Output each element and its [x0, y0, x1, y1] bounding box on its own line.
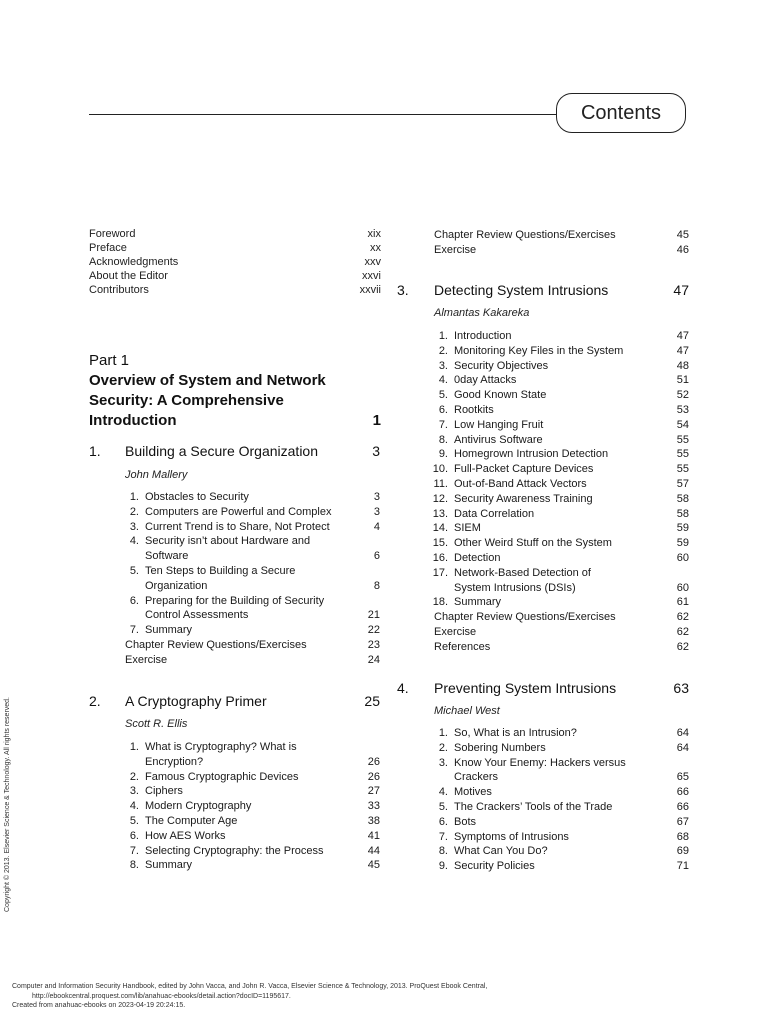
front-matter-item[interactable] — [89, 284, 381, 298]
toc-entry-title[interactable]: Data Correlation — [454, 507, 535, 520]
entry-number: 13. — [432, 507, 448, 520]
entry-page: 22 — [367, 624, 380, 637]
chapter-author: John Mallery — [125, 469, 188, 481]
part-label: Part 1 — [89, 352, 130, 369]
entry-number: 4. — [438, 374, 448, 387]
chapter-author: Almantas Kakareka — [434, 307, 530, 319]
entry-number: 14. — [432, 522, 448, 535]
entry-page: 33 — [367, 800, 380, 813]
entry-page: 55 — [676, 463, 689, 476]
toc-entry-title[interactable]: Summary — [145, 624, 193, 637]
footer-citation — [12, 982, 752, 1011]
toc-entry-title[interactable]: What Can You Do? — [454, 845, 548, 858]
entry-number: 18. — [432, 596, 448, 609]
chapter-number: 2. — [89, 693, 101, 709]
toc-entry-title[interactable]: Security Objectives — [454, 359, 549, 372]
toc-entry-title[interactable]: Introduction — [454, 330, 512, 342]
entry-page: xx — [370, 242, 381, 254]
entry-page: 71 — [676, 860, 689, 873]
entry-page: 44 — [367, 844, 380, 857]
entry-page: 41 — [367, 829, 380, 842]
entry-number: 4. — [129, 535, 139, 548]
toc-entry-title[interactable]: Homegrown Intrusion Detection — [454, 448, 609, 461]
entry-number: 5. — [129, 815, 139, 827]
toc-entry-title[interactable]: Out-of-Band Attack Vectors — [454, 478, 587, 490]
entry-page: xxvii — [359, 284, 381, 296]
entry-page: 60 — [676, 581, 689, 594]
toc-entry-title[interactable]: The Crackers’ Tools of the Trade — [454, 801, 613, 813]
entry-page: 62 — [676, 626, 689, 638]
toc-entry-title[interactable]: Ten Steps to Building a Secure — [145, 565, 296, 577]
footer-link[interactable]: http://ebookcentral.proquest.com/lib/anahuac-ebooks/detail.action?docID=1195617. — [32, 992, 291, 1000]
entry-page: 64 — [676, 727, 689, 739]
entry-page: 59 — [676, 537, 689, 550]
entry-page: 52 — [676, 389, 689, 402]
toc-entry-title[interactable]: Current Trend is to Share, Not Protect — [145, 520, 330, 533]
entry-number: 9. — [438, 860, 448, 873]
entry-page: 47 — [676, 330, 689, 342]
entry-title: About the Editor — [89, 270, 168, 282]
entry-number: 8. — [438, 433, 448, 446]
entry-number: 8. — [438, 845, 448, 858]
toc-entry-title[interactable]: Modern Cryptography — [145, 800, 252, 813]
chapter-page: 63 — [673, 680, 689, 696]
entry-number: 12. — [432, 492, 448, 505]
part-page: 1 — [372, 412, 381, 429]
extra-entry-title[interactable]: Exercise — [434, 626, 477, 638]
toc-entry-title[interactable]: How AES Works — [145, 829, 226, 842]
entry-number: 4. — [438, 786, 448, 799]
entry-number: 1. — [438, 330, 448, 342]
entry-page: 27 — [367, 785, 380, 798]
toc-entry-title[interactable]: Ciphers — [145, 785, 183, 798]
entry-number: 6. — [129, 829, 139, 842]
chapter-title[interactable]: Building a Secure Organization — [125, 443, 319, 459]
chapter-title[interactable]: A Cryptography Primer — [125, 693, 267, 709]
footer-line: Created from anahuac-ebooks on 2023-04-19 20:24:15. — [12, 1002, 186, 1009]
entry-number: 1. — [129, 741, 139, 753]
chapter-page: 47 — [673, 282, 689, 298]
entry-number: 3. — [129, 785, 139, 798]
chapter-number: 3. — [397, 282, 409, 298]
entry-number: 8. — [129, 859, 139, 872]
entry-page: 55 — [676, 448, 689, 461]
entry-page: 66 — [676, 801, 689, 813]
front-matter-item[interactable] — [89, 228, 381, 242]
entry-number: 17. — [432, 566, 448, 579]
toc-entry-title[interactable]: Preparing for the Building of Security — [145, 594, 325, 607]
extra-entry-title[interactable]: Chapter Review Questions/Exercises — [434, 229, 616, 241]
entry-number: 2. — [438, 741, 448, 754]
toc-entry-title[interactable]: Detection — [454, 552, 501, 564]
toc-entry-title[interactable]: Security Awareness Training — [454, 492, 593, 505]
toc-entry-title[interactable]: Crackers — [454, 771, 499, 784]
part-title — [89, 371, 389, 431]
entry-page: 68 — [676, 830, 689, 843]
entry-page: 8 — [373, 579, 380, 592]
toc-entry-title[interactable]: Low Hanging Fruit — [454, 418, 544, 431]
toc-entry-title[interactable]: The Computer Age — [145, 815, 238, 827]
extra-entry-title[interactable]: Exercise — [434, 243, 477, 256]
entry-page: 60 — [676, 552, 689, 564]
entry-page: 23 — [367, 639, 380, 651]
front-matter-item[interactable] — [89, 242, 381, 256]
entry-page: 4 — [373, 520, 380, 533]
toc-entry-title[interactable]: Security Policies — [454, 860, 535, 873]
extra-entry-title[interactable]: Exercise — [125, 653, 168, 666]
entry-number: 6. — [129, 594, 139, 607]
toc-entry-title[interactable]: Know Your Enemy: Hackers versus — [454, 756, 626, 769]
entry-page: 45 — [367, 859, 380, 872]
toc-entry-title[interactable]: Rootkits — [454, 404, 494, 416]
entry-page: xix — [367, 228, 381, 240]
entry-page: 38 — [367, 815, 380, 827]
toc-entry-title[interactable]: Sobering Numbers — [454, 741, 546, 754]
entry-page: 66 — [676, 786, 689, 799]
entry-number: 4. — [129, 800, 139, 813]
toc-entry-title[interactable]: Security isn’t about Hardware and — [145, 535, 311, 548]
entry-page: 45 — [676, 229, 689, 241]
toc-entry-title[interactable]: Bots — [454, 815, 477, 828]
chapter-number: 1. — [89, 443, 101, 459]
toc-entry-title[interactable]: 0day Attacks — [454, 374, 517, 387]
entry-page: 51 — [676, 374, 689, 387]
entry-page: 47 — [676, 344, 689, 357]
extra-entry-title[interactable]: References — [434, 640, 491, 653]
chapter-title[interactable]: Detecting System Intrusions — [434, 282, 609, 298]
entry-number: 3. — [129, 520, 139, 533]
chapter-author: Scott R. Ellis — [125, 718, 188, 730]
footer-line: Computer and Information Security Handbook, edited by John Vacca, and John R. Vacca, Elsevier Science & Technology, 2013. ProQuest Ebook Central, — [12, 983, 488, 990]
entry-title: Foreword — [89, 228, 136, 240]
toc-entry-title[interactable]: Famous Cryptographic Devices — [145, 770, 299, 783]
entry-page: 48 — [676, 359, 689, 372]
toc-entry-title[interactable]: Obstacles to Security — [145, 491, 249, 503]
front-matter-item[interactable] — [89, 270, 381, 284]
extra-entry-title[interactable]: Chapter Review Questions/Exercises — [434, 611, 616, 624]
entry-page: 24 — [367, 653, 380, 666]
entry-page: 58 — [676, 507, 689, 520]
toc-entry-title[interactable]: Encryption? — [145, 755, 204, 768]
entry-number: 7. — [438, 830, 448, 843]
toc-entry-title[interactable]: Software — [145, 550, 189, 563]
entry-number: 10. — [432, 463, 448, 476]
entry-number: 3. — [438, 756, 448, 769]
entry-page: 55 — [676, 433, 689, 446]
entry-number: 1. — [129, 491, 139, 503]
entry-title: Contributors — [89, 284, 149, 296]
entry-page: 26 — [367, 770, 380, 783]
toc-entry-title[interactable]: Symptoms of Intrusions — [454, 830, 569, 843]
toc-entry-title[interactable]: Antivirus Software — [454, 433, 543, 446]
entry-page: 21 — [367, 609, 380, 622]
part-title-line: Security: A Comprehensive — [89, 392, 284, 409]
entry-page: xxv — [364, 256, 381, 268]
chapter-page: 25 — [364, 693, 380, 709]
toc-entry-title[interactable]: Summary — [454, 596, 502, 609]
entry-page: 62 — [676, 611, 689, 624]
entry-page: 65 — [676, 771, 689, 784]
toc-entry-title[interactable]: System Intrusions (DSIs) — [454, 581, 576, 594]
entry-number: 7. — [129, 624, 139, 637]
entry-number: 3. — [438, 359, 448, 372]
toc-entry-title[interactable]: Computers are Powerful and Complex — [145, 505, 332, 518]
toc-entry-title[interactable]: SIEM — [454, 522, 481, 535]
entry-number: 7. — [438, 418, 448, 431]
entry-page: 69 — [676, 845, 689, 858]
entry-title: Preface — [89, 242, 127, 254]
entry-number: 6. — [438, 815, 448, 828]
header-rule — [89, 114, 559, 115]
extra-entry-title[interactable]: Chapter Review Questions/Exercises — [125, 639, 307, 651]
toc-entry-title[interactable]: Network-Based Detection of — [454, 566, 591, 579]
entry-number: 6. — [438, 404, 448, 416]
entry-page: 3 — [373, 491, 380, 503]
entry-number: 5. — [129, 565, 139, 577]
toc-entry-title[interactable]: Organization — [145, 579, 208, 592]
part-title-line: Introduction — [89, 412, 177, 429]
entry-page: 26 — [367, 755, 380, 768]
entry-number: 11. — [433, 478, 448, 490]
entry-page: 62 — [676, 640, 689, 653]
toc-entry-title[interactable]: So, What is an Intrusion? — [454, 727, 577, 739]
entry-number: 5. — [438, 389, 448, 402]
entry-page: xxvi — [362, 270, 381, 282]
toc-entry-title[interactable]: Other Weird Stuff on the System — [454, 537, 612, 550]
entry-page: 67 — [676, 815, 689, 828]
entry-page: 54 — [676, 418, 689, 431]
entry-page: 64 — [676, 741, 689, 754]
toc-entry-title[interactable]: Monitoring Key Files in the System — [454, 344, 624, 357]
entry-number: 16. — [432, 552, 448, 564]
toc-entry-title[interactable]: Full-Packet Capture Devices — [454, 463, 594, 476]
toc-entry-title[interactable]: What is Cryptography? What is — [145, 741, 297, 753]
entry-page: 61 — [676, 596, 689, 609]
entry-page: 3 — [373, 505, 380, 518]
entry-page: 46 — [676, 243, 689, 256]
entry-page: 57 — [676, 478, 689, 490]
entry-number: 2. — [129, 505, 139, 518]
toc-entry-title[interactable]: Selecting Cryptography: the Process — [145, 844, 324, 857]
entry-number: 2. — [438, 344, 448, 357]
entry-page: 53 — [676, 404, 689, 416]
entry-page: 58 — [676, 492, 689, 505]
entry-number: 1. — [438, 727, 448, 739]
toc-entry-title[interactable]: Good Known State — [454, 389, 547, 402]
entry-number: 5. — [438, 801, 448, 813]
entry-page: 59 — [676, 522, 689, 535]
chapter-title[interactable]: Preventing System Intrusions — [434, 680, 617, 696]
part-title-line: Overview of System and Network — [89, 372, 326, 389]
entry-number: 9. — [438, 448, 448, 461]
chapter-page: 3 — [372, 443, 380, 459]
entry-number: 7. — [129, 844, 139, 857]
page-title: Contents — [556, 93, 686, 133]
toc-entry-title[interactable]: Motives — [454, 786, 492, 799]
entry-number: 2. — [129, 770, 139, 783]
front-matter-item[interactable] — [89, 256, 381, 270]
toc-entry-title[interactable]: Summary — [145, 859, 193, 872]
chapter-number: 4. — [397, 680, 409, 696]
entry-number: 15. — [432, 537, 448, 550]
entry-page: 6 — [373, 550, 380, 563]
entry-title: Acknowledgments — [89, 256, 179, 268]
chapter-author: Michael West — [434, 705, 500, 717]
toc-entry-title[interactable]: Control Assessments — [145, 609, 249, 622]
side-copyright: Copyright © 2013. Elsevier Science & Technology. All rights reserved. — [4, 696, 11, 912]
